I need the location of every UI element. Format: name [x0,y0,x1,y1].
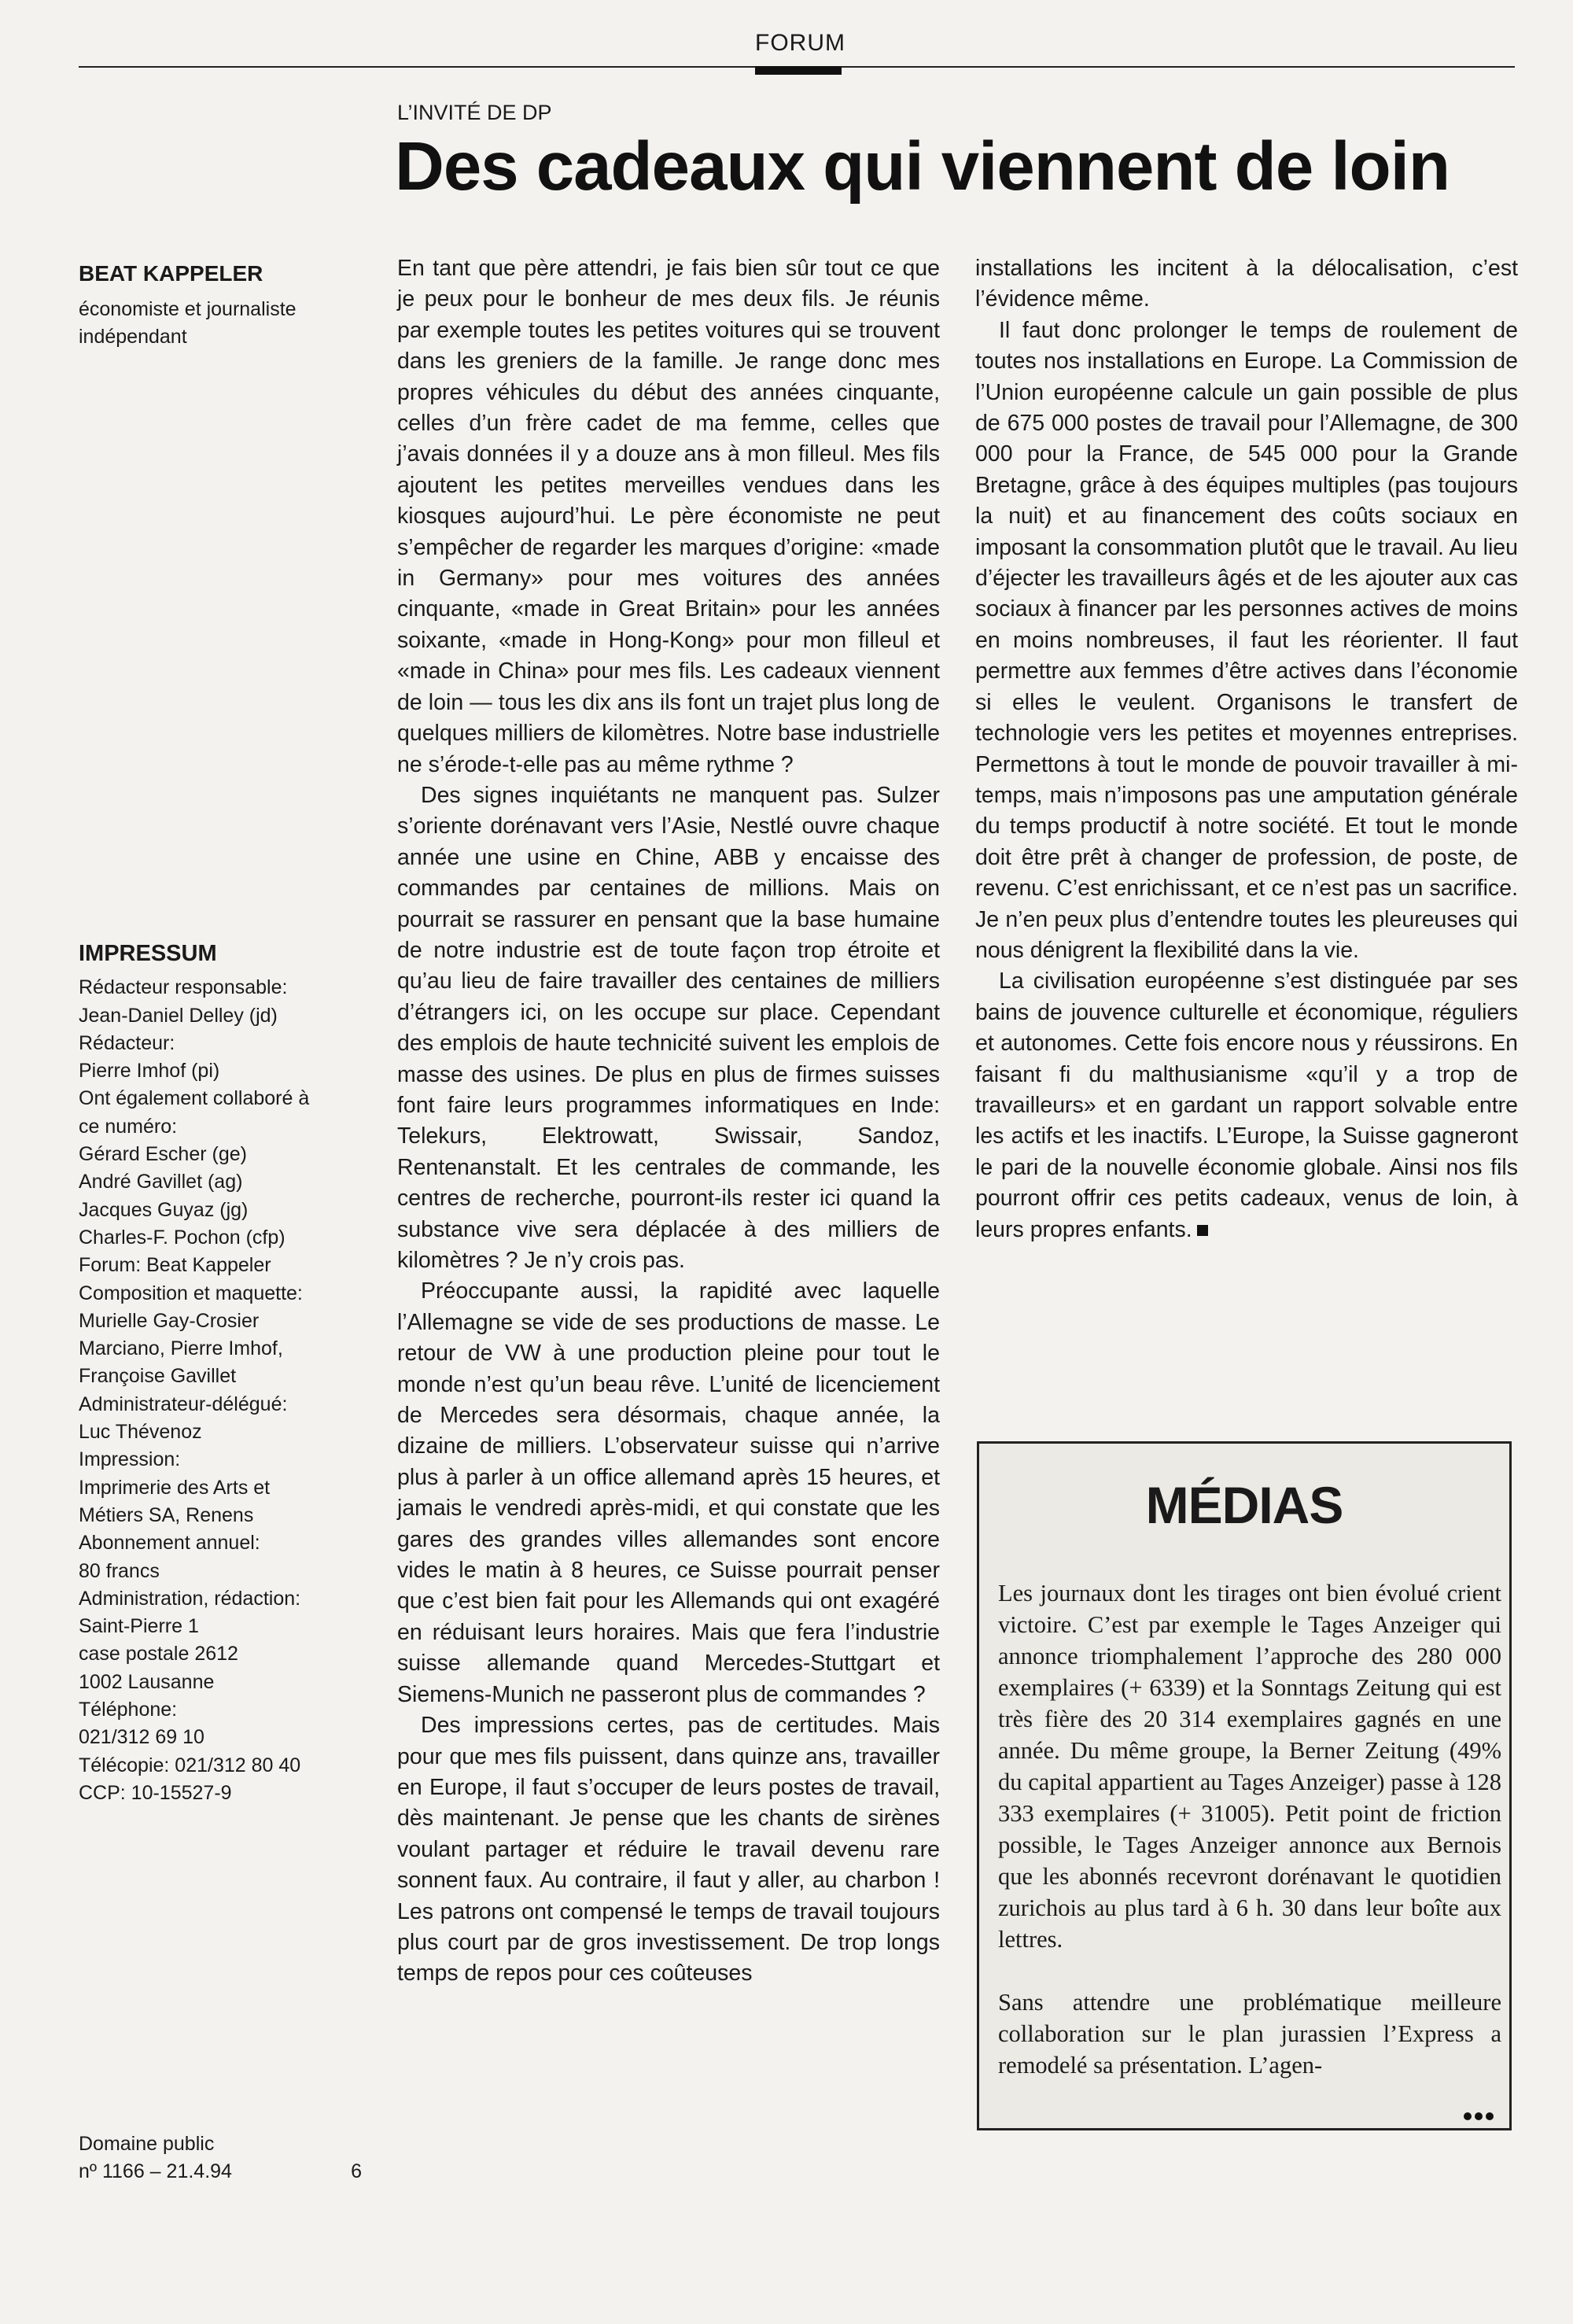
impressum-line: Télécopie: 021/312 80 40 [79,1754,301,1776]
article-paragraph [975,966,1518,1245]
impressum-line: Composition et maquette: [79,1282,303,1304]
impressum-line: 021/312 69 10 [79,1726,204,1749]
impressum-line: Téléphone: [79,1699,178,1721]
article-paragraph-text: La civilisation européenne s’est distinguée par ses bains de jouvence culturelle et économique, réguliers et autonomes. Cette fois encore nous y réussirons. En faisant fi du malthusianisme «qu’il y a trop de travailleurs» et en gardant un rapport solvable entre les actifs et les inactifs. L’Europe, la Suisse gagneront le pari de la nouvelle économie globale. Ainsi nos fils pourront offrir ces petits cadeaux, venus de loin, à leurs propres enfants. [975,968,1518,1242]
header-rule-marker [755,66,842,75]
article-paragraph: installations les incitent à la délocalisation, c’est l’évidence même. [975,256,1518,312]
article-paragraph: Des impressions certes, pas de certitudes. Mais pour que mes fils puissent, dans quinze ans, travailler en Europe, il faut s’occuper de leurs postes de travail, dès maintenant. Je pense que les chants de sirènes voulant partager et réduire le travail devenu rare sonnent faux. Au contraire, il faut y aller, au charbon ! Les patrons ont compensé le temps de travail toujours plus court par de gros investissement. De trop longs temps de repos pour ces coûteuses [397,1713,940,1986]
impressum [79,940,370,1807]
medias-paragraph: Sans attendre une problématique meilleure collaboration sur le plan jurassien l’Express a remodelé sa présentation. L’agen- [998,1989,1501,2079]
article-paragraph: Il faut donc prolonger le temps de roulement de toutes nos installations en Europe. La Commission de l’Union européenne calcule un gain possible de plus de 675 000 postes de travail pour l’Allemagne, de 300 000 pour la France, de 545 000 pour la Grande Bretagne, grâce à des équipes multiples (pas toujours la nuit) et au financement des coûts sociaux en imposant la consommation plutôt que le travail. Au lieu d’éjecter les travailleurs âgés et de les ajouter aux cas sociaux à financer par les personnes actives de moins en moins nombreuses, il faut les réorienter. Il faut permettre aux femmes d’être actives dans l’économie si elles le veulent. Organisons le transfert de technologie vers les petites et moyennes entreprises. Permettons à tout le monde de pouvoir travailler à mi-temps, mais n’imposons pas une amputation générale du temps productif à notre société. Et tout le monde doit être prêt à changer de profession, de poste, de revenu. C’est enrichissant, et ce n’est pas un sacrifice. Je n’en peux plus d’entendre toutes les pleureuses qui nous dénigrent la flexibilité dans la vie. [975,317,1518,963]
impressum-line: André Gavillet (ag) [79,1171,243,1193]
impressum-line: Ont également collaboré à [79,1087,310,1110]
medias-title: MÉDIAS [1145,1476,1343,1534]
article-paragraph: Des signes inquiétants ne manquent pas. Sulzer s’oriente dorénavant vers l’Asie, Nestlé ouvre chaque année une usine en Chine, ABB y encaisse des commandes par centaines de millions. Mais on pourrait se rassurer en pensant que la base humaine de notre industrie est de toute façon trop étroite et qu’au lieu de faire travailler des centaines de milliers d’étrangers ici, on les occupe sur place. Cependant des emplois de haute technicité suivent les emplois de masse des usines. De plus en plus de firmes suisses font faire leurs programmes informatiques en Inde: Telekurs, Elektrowatt, Swissair, Sandoz, Rentenanstalt. Et les centrales de commande, les centres de recherche, pourront-ils rester ici quand la substance vive sera déplacée à des milliers de kilomètres ? Je n’y crois pas. [397,782,940,1273]
impressum-line: Métiers SA, Renens [79,1503,254,1526]
impressum-line: Administrateur-délégué: [79,1393,288,1415]
impressum-line: Françoise Gavillet [79,1365,237,1388]
footer [79,2130,362,2186]
impressum-line: Pierre Imhof (pi) [79,1060,220,1083]
author-role: économiste et journaliste indépendant [79,297,297,348]
impressum-line: Charles-F. Pochon (cfp) [79,1226,285,1249]
section-label: FORUM [755,30,845,56]
article-kicker: L’INVITÉ DE DP [397,101,552,124]
impressum-line: CCP: 10-15527-9 [79,1781,232,1804]
impressum-line: Forum: Beat Kappeler [79,1254,271,1277]
impressum-line: Jacques Guyaz (jg) [79,1198,249,1221]
impressum-line: Abonnement annuel: [79,1532,260,1555]
medias-box [977,1441,1512,2130]
impressum-line: Marciano, Pierre Imhof, [79,1337,283,1360]
impressum-line: Saint-Pierre 1 [79,1615,199,1638]
impressum-line: case postale 2612 [79,1643,238,1666]
medias-text [998,1577,1501,2081]
footer-issue-row [79,2158,362,2186]
impressum-title: IMPRESSUM [79,941,217,966]
medias-paragraph: Les journaux dont les tirages ont bien évolué crient victoire. C’est par exemple le Tages Anzeiger qui annonce triomphalement l’approche des 280 000 exemplaires (+ 6339) et la Sonntags Zeitung qui est très fière des 20 314 exemplaires gagnés en une année. Du même groupe, la Berner Zeitung (49% du capital appartient au Tages Anzeiger) passe à 128 333 exemplaires (+ 31005). Petit point de friction possible, le Tages Anzeiger annonce aux Bernois que les abonnés recevront dorénavant le quotidien zurichois au plus tard à 6 h. 30 dans leur boîte aux lettres. [998,1580,1501,1953]
impressum-line: Luc Thévenoz [79,1421,202,1444]
end-of-article-square-icon [1197,1225,1208,1236]
impressum-line: Gérard Escher (ge) [79,1143,247,1166]
impressum-line: Administration, rédaction: [79,1587,301,1610]
article-column-2 [975,253,1518,1245]
impressum-line: 1002 Lausanne [79,1670,215,1693]
impressum-line: ce numéro: [79,1115,178,1138]
impressum-line: Imprimerie des Arts et [79,1476,271,1499]
impressum-line: Rédacteur: [79,1031,175,1054]
page-number: 6 [351,2160,362,2182]
article-paragraph: En tant que père attendri, je fais bien sûr tout ce que je peux pour le bonheur de mes deux fils. Je réunis par exemple toutes les petites voitures qui se trouvent dans les greniers de la famille. Je range donc mes propres véhicules du début des années cinquante, celles d’un frère cadet de ma femme, celles que j’avais données il y a douze ans à mon filleul. Mes fils ajoutent les petites merveilles vendues dans les kiosques aujourd’hui. Le père économiste ne peut s’empêcher de regarder les marques d’origine: «made in Germany» pour mes voitures des années cinquante, «made in Great Britain» pour les années soixante, «made in Hong-Kong» pour mon filleul et «made in China» pour mes fils. Les cadeaux viennent de loin — tous les dix ans ils font un trajet plus long de quelques milliers de kilomètres. Notre base industrielle ne s’érode-t-elle pas au même rythme ? [397,256,940,777]
impressum-line: Jean-Daniel Delley (jd) [79,1004,278,1027]
issue-info: nº 1166 – 21.4.94 [79,2160,232,2182]
impressum-line: Murielle Gay-Crosier [79,1309,260,1332]
author-box [79,260,370,352]
author-name: BEAT KAPPELER [79,261,263,286]
impressum-line: Impression: [79,1448,181,1471]
impressum-line: 80 francs [79,1559,160,1582]
continued-dots-icon [1464,2112,1494,2120]
article-title: Des cadeaux qui viennent de loin [395,128,1450,205]
impressum-lines [79,974,370,1807]
article-paragraph: Préoccupante aussi, la rapidité avec laquelle l’Allemagne se vide de ses productions de masse. Le retour de VW à une production pleine pour tout le monde n’est qu’un beau rêve. L’unité de licenciement de Mercedes sera désormais, chaque année, la dizaine de milliers. L’observateur suisse qui n’arrive plus à parler à un office allemand après 15 heures, et jamais le vendredi après-midi, et qui constate que les gares des grandes villes allemandes sont encore vides le matin à 8 heures, ce Suisse pourrait penser que c’est bien fait pour les Allemands qui ont exagéré en réduisant leurs horaires. Mais que fera l’industrie suisse allemande quand Mercedes-Stuttgart et Siemens-Munich ne passeront plus de commandes ? [397,1278,940,1707]
impressum-line: Rédacteur responsable: [79,976,288,999]
article-column-1 [397,253,940,1990]
publication-name: Domaine public [79,2133,215,2155]
